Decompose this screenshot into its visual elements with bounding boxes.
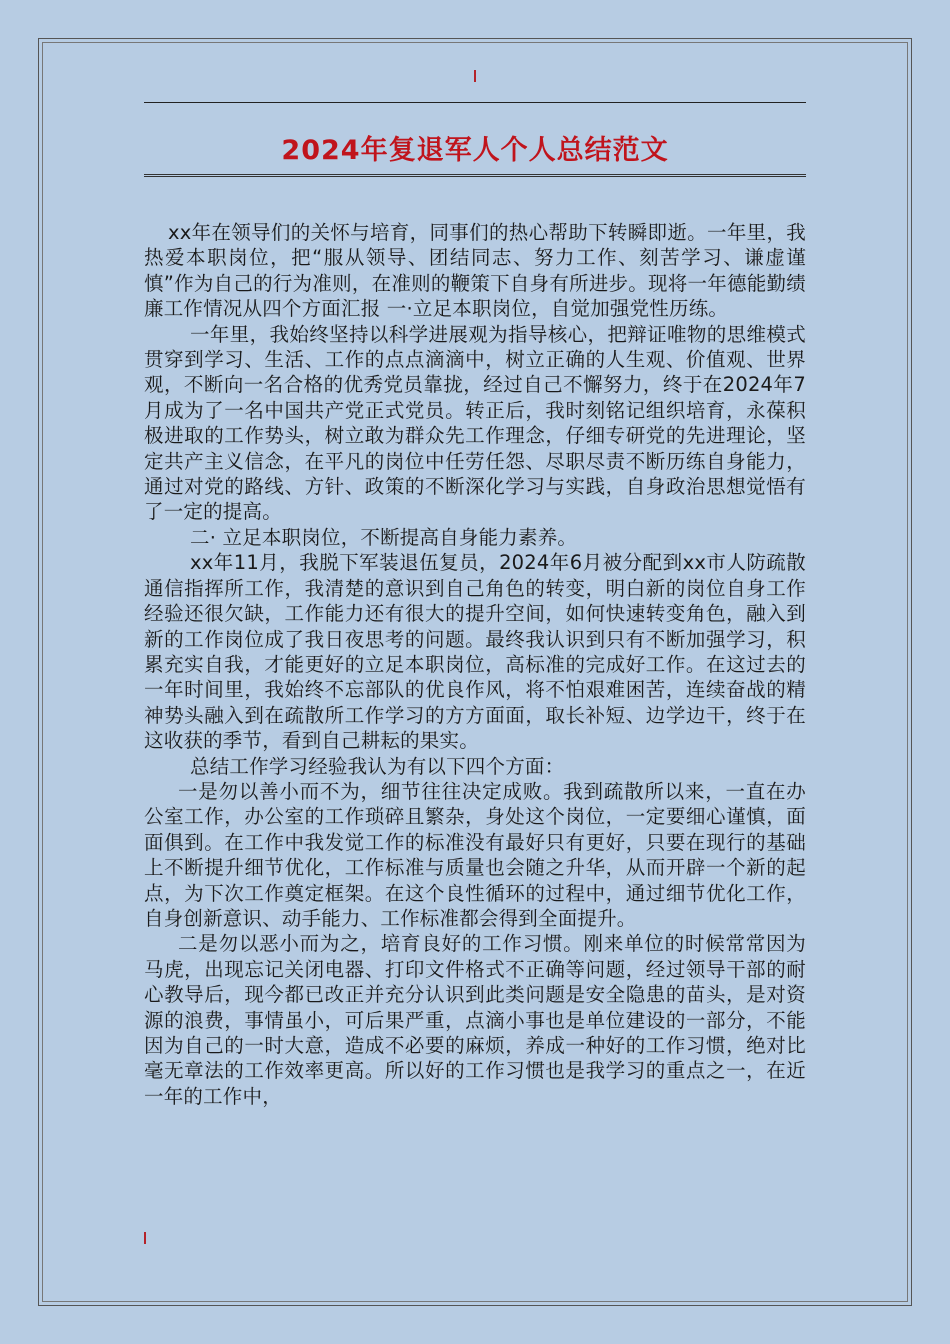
paragraph-point-two: 二是勿以恶小而为之，培育良好的工作习惯。刚来单位的时候常常因为马虎，出现忘记关闭电器、打印文件格式不正确等问题，经过领导干部的耐心教导后，现今都已改正并充分认识到此类问题是安全隐患的苗头，是对资源的浪费，事情虽小，可后果严重，点滴小事也是单位建设的一部分，不能因为自己的一时大意，造成不必要的麻烦，养成一种好的工作习惯，绝对比毫无章法的工作效率更高。所以好的工作习惯也是我学习的重点之一，在近一年的工作中， <box>144 932 806 1108</box>
paragraph-summary-intro: 总结工作学习经验我认为有以下四个方面： <box>190 754 565 778</box>
title-double-rule <box>144 174 806 177</box>
paragraph-party-growth: 一年里，我始终坚持以科学进展观为指导核心，把辩证唯物的思维模式贯穿到学习、生活、工作的点点滴滴中，树立正确的人生观、价值观、世界观，不断向一名合格的优秀党员靠拢，经过自己不懈努力，终于在2024年7月成为了一名中国共产党正式党员。转正后，我时刻铭记组织培育，永葆积极进取的工作势头，树立敢为群众先工作理念，仔细专研党的先进理论，坚定共产主义信念，在平凡的岗位中任劳任怨、尽职尽责不断历练自身能力，通过对党的路线、方针、政策的不断深化学习与实践，自身政治思想觉悟有了一定的提高。 <box>144 322 806 524</box>
footer-cursor-mark <box>144 1232 146 1244</box>
section-heading-two: 二· 立足本职岗位，不断提高自身能力素养。 <box>190 525 578 549</box>
paragraph-point-one: 一是勿以善小而不为，细节往往决定成败。我到疏散所以来，一直在办公室工作，办公室的工作琐碎且繁杂，身处这个岗位，一定要细心谨慎，面面俱到。在工作中我发觉工作的标准没有最好只有更好，只要在现行的基础上不断提升细节优化，工作标准与质量也会随之升华，从而开辟一个新的起点，为下次工作奠定框架。在这个良性循环的过程中，通过细节优化工作，自身创新意识、动手能力、工作标准都会得到全面提升。 <box>144 779 806 930</box>
header-rule <box>144 102 806 103</box>
document-body <box>144 220 806 1109</box>
header-cursor-mark <box>474 70 476 82</box>
paragraph-intro: xx年在领导们的关怀与培育，同事们的热心帮助下转瞬即逝。一年里，我热爱本职岗位，把“服从领导、团结同志、努力工作、刻苦学习、谦虚谨慎”作为自己的行为准则，在准则的鞭策下自身有所进步。现将一年德能勤绩廉工作情况从四个方面汇报 一·立足本职岗位，自觉加强党性历练。 <box>144 221 806 321</box>
document-title: 2024年复退军人个人总结范文 <box>281 135 669 166</box>
paragraph-new-post: xx年11月，我脱下军装退伍复员，2024年6月被分配到xx市人防疏散通信指挥所工作，我清楚的意识到自己角色的转变，明白新的岗位自身工作经验还很欠缺，工作能力还有很大的提升空间，如何快速转变角色，融入到新的工作岗位成了我日夜思考的问题。最终我认识到只有不断加强学习，积累充实自我，才能更好的立足本职岗位，高标准的完成好工作。在这过去的一年时间里，我始终不忘部队的优良作风，将不怕艰难困苦，连续奋战的精神势头融入到在疏散所工作学习的方方面面，取长补短、边学边干，终于在这收获的季节，看到自己耕耘的果实。 <box>144 551 806 753</box>
